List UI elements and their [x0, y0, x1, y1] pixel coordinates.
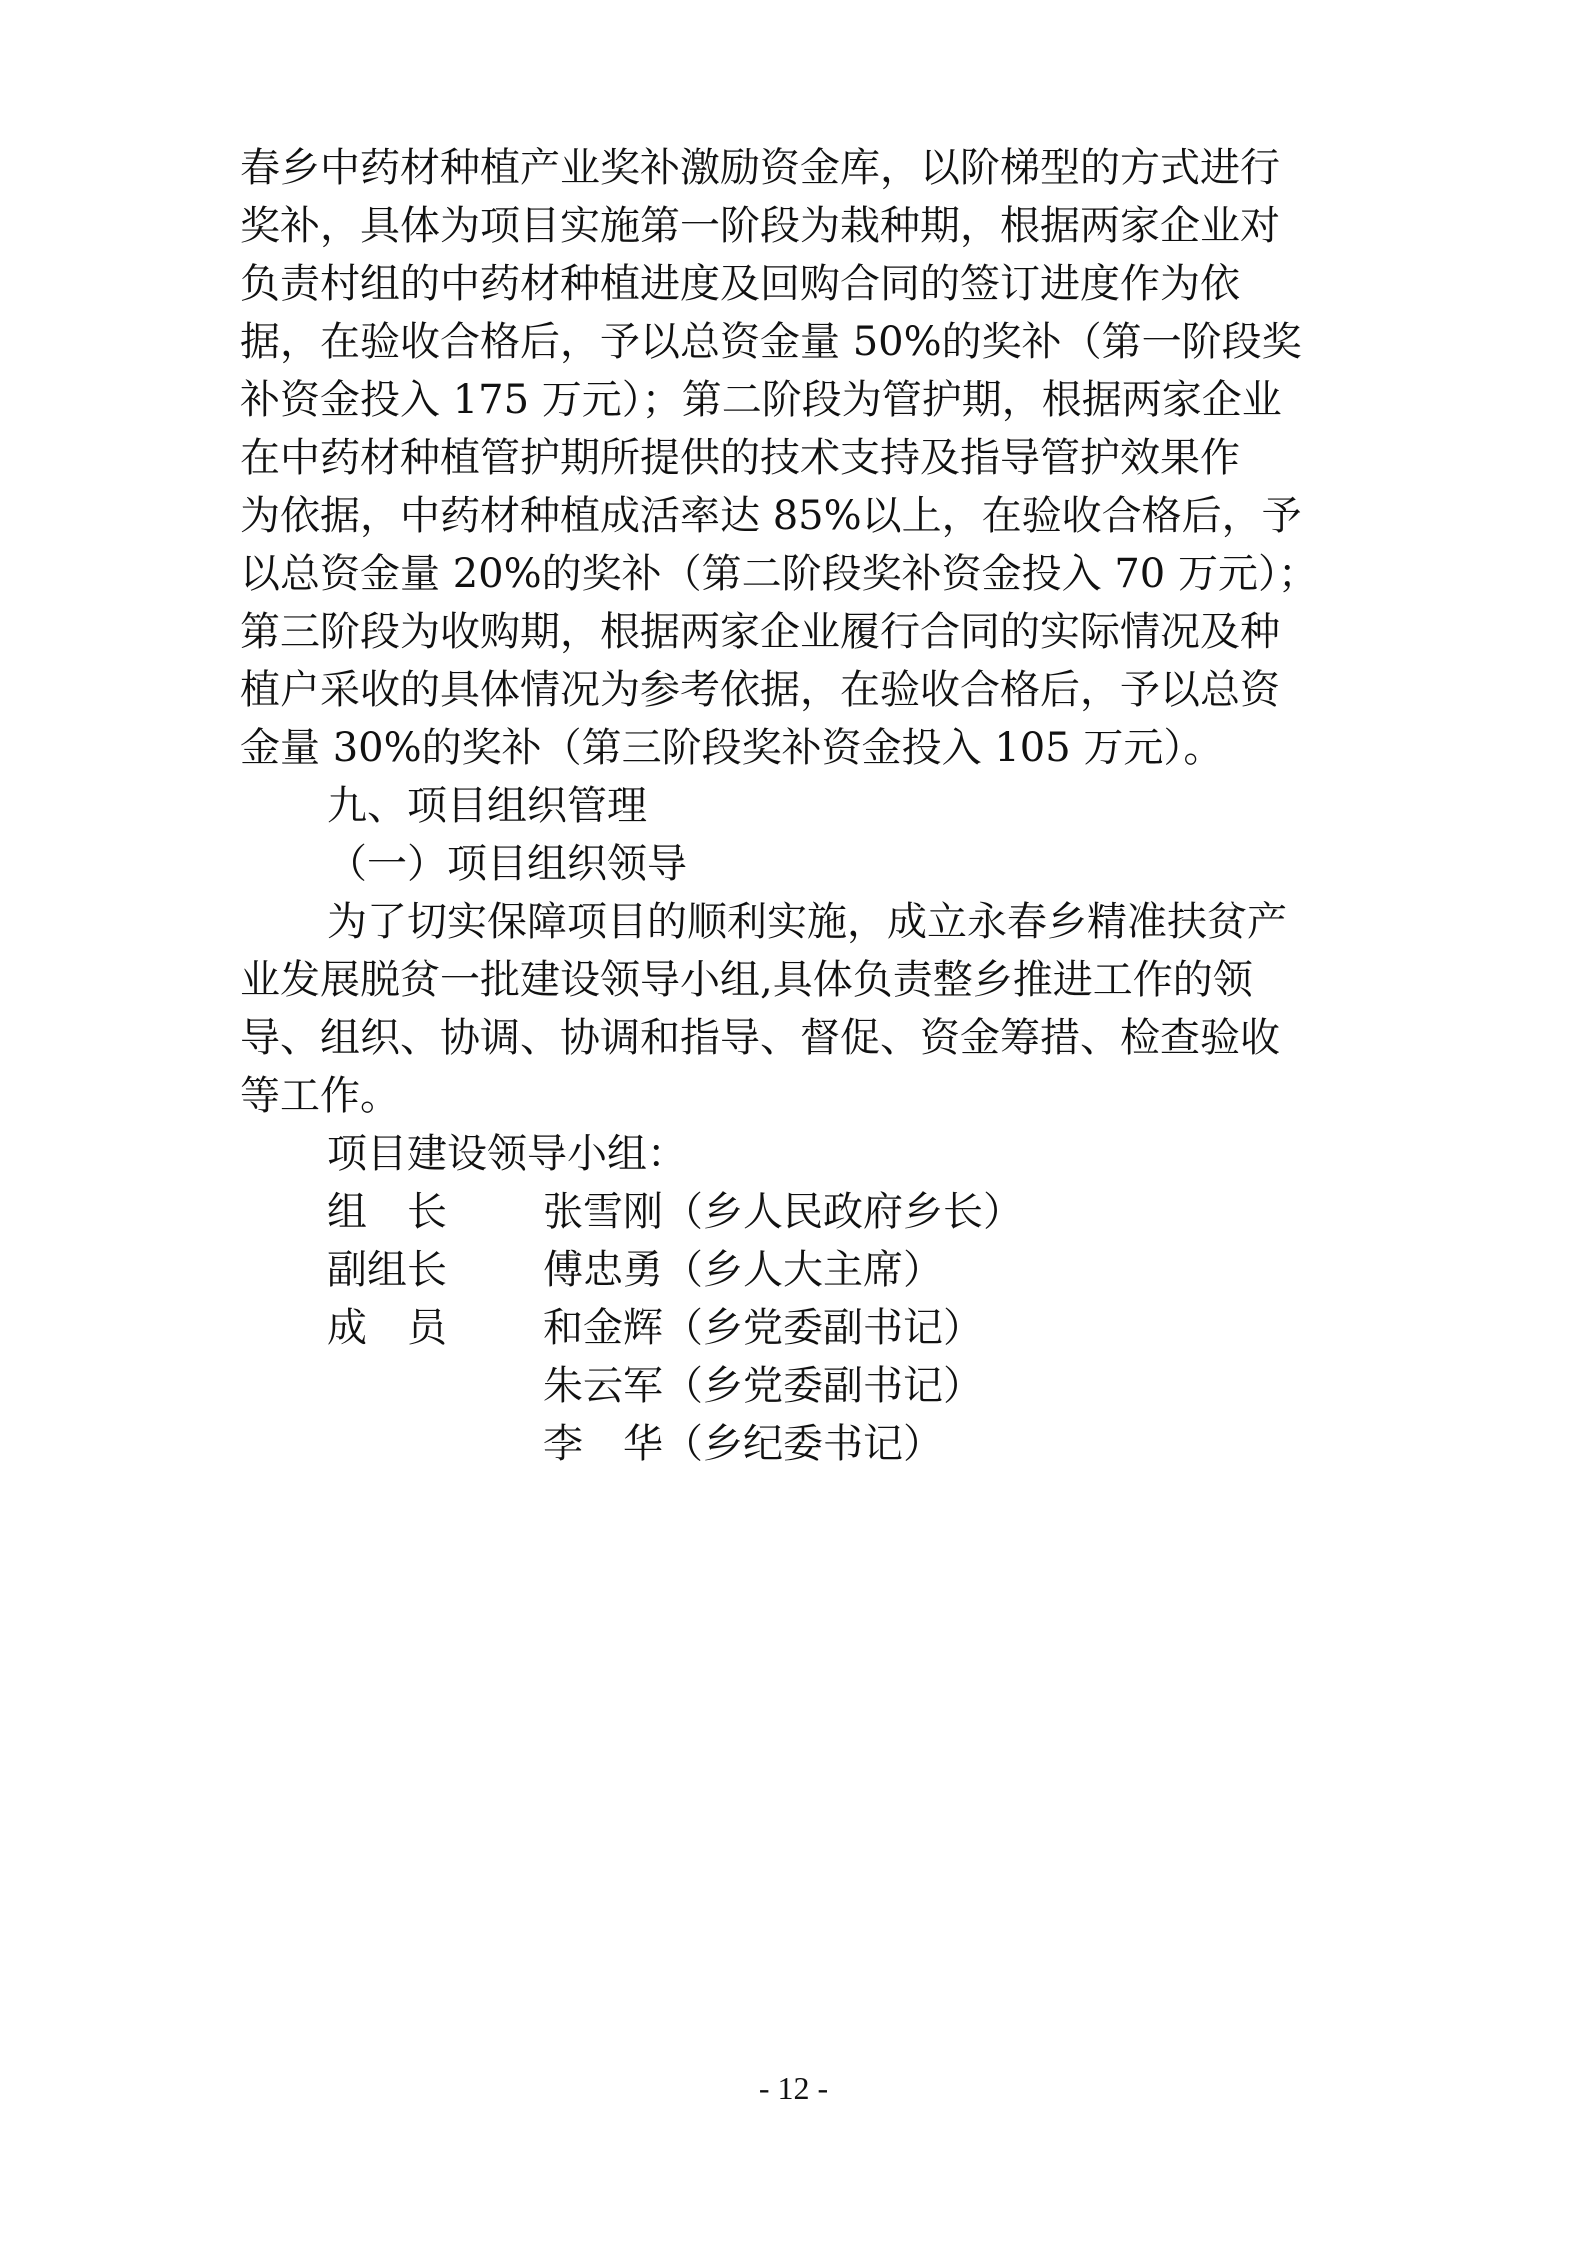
member-person: 朱云军（乡党委副书记） [543, 1363, 983, 1409]
paragraph-line: 据，在验收合格后，予以总资金量 50%的奖补（第一阶段奖 [240, 319, 1302, 365]
paragraph-line: 导、组织、协调、协调和指导、督促、资金筹措、检查验收 [240, 1015, 1280, 1061]
member-person: 傅忠勇（乡人大主席） [543, 1247, 943, 1293]
paragraph-line: 为依据，中药材种植成活率达 85%以上，在验收合格后，予 [240, 493, 1302, 539]
paragraph-line: 第三阶段为收购期，根据两家企业履行合同的实际情况及种 [240, 609, 1280, 655]
member-person: 和金辉（乡党委副书记） [543, 1305, 983, 1351]
member-person: 李 华（乡纪委书记） [543, 1421, 943, 1467]
paragraph-line: 在中药材种植管护期所提供的技术支持及指导管护效果作 [240, 435, 1240, 481]
paragraph-line: 等工作。 [240, 1073, 400, 1119]
paragraph-line: 奖补，具体为项目实施第一阶段为栽种期，根据两家企业对 [240, 203, 1280, 249]
paragraph-line: 春乡中药材种植产业奖补激励资金库，以阶梯型的方式进行 [240, 145, 1280, 191]
paragraph-line: 负责村组的中药材种植进度及回购合同的签订进度作为依 [240, 261, 1240, 307]
page-number: - 12 - [758, 2070, 829, 2106]
subsection-heading: （一）项目组织领导 [327, 841, 687, 887]
member-person: 张雪刚（乡人民政府乡长） [543, 1189, 1023, 1235]
group-title: 项目建设领导小组： [327, 1131, 687, 1177]
member-role: 副组长 [327, 1247, 447, 1293]
paragraph-line: 业发展脱贫一批建设领导小组,具体负责整乡推进工作的领 [240, 957, 1253, 1003]
paragraph-line: 以总资金量 20%的奖补（第二阶段奖补资金投入 70 万元）； [240, 551, 1318, 597]
paragraph-line: 补资金投入 175 万元）；第二阶段为管护期，根据两家企业 [240, 377, 1282, 423]
member-role: 组 长 [327, 1189, 447, 1235]
paragraph-line: 植户采收的具体情况为参考依据，在验收合格后，予以总资 [240, 667, 1280, 713]
member-role: 成 员 [327, 1305, 447, 1351]
paragraph-line: 为了切实保障项目的顺利实施，成立永春乡精准扶贫产 [327, 899, 1287, 945]
section-heading: 九、项目组织管理 [327, 783, 647, 829]
paragraph-line: 金量 30%的奖补（第三阶段奖补资金投入 105 万元）。 [240, 725, 1224, 771]
